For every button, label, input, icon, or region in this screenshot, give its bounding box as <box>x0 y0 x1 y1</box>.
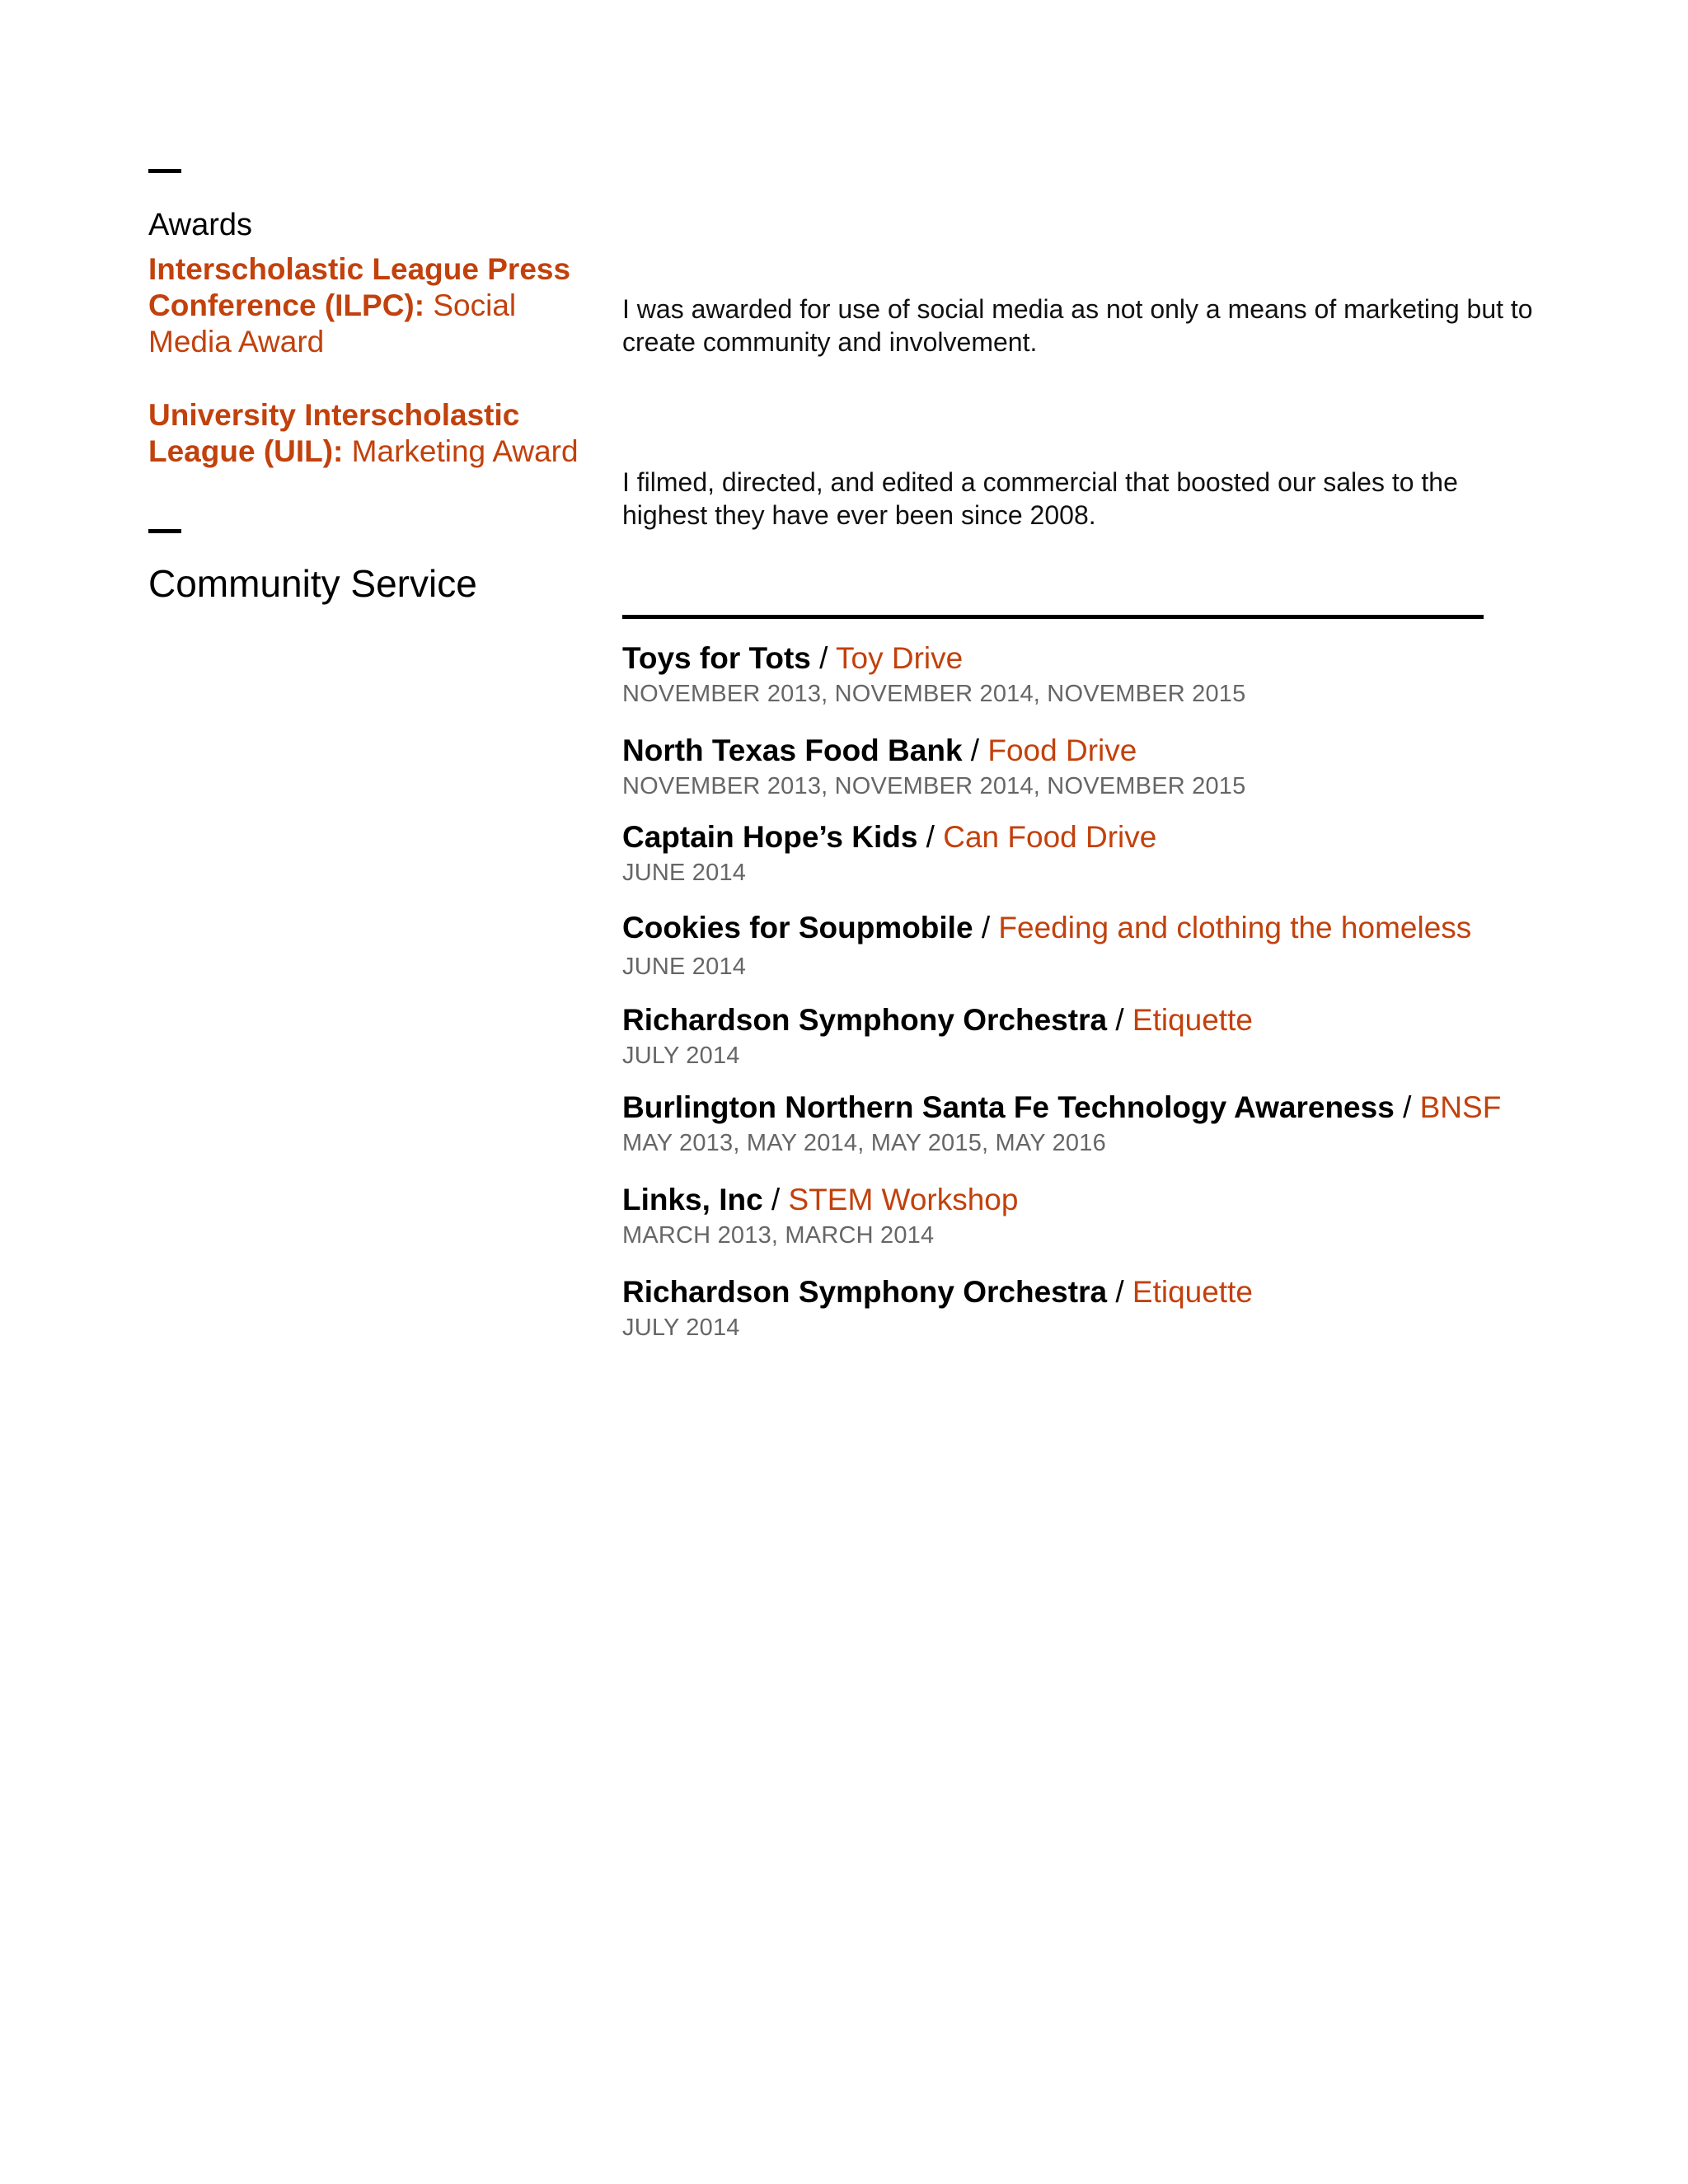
community-dates: JULY 2014 <box>622 1043 740 1069</box>
community-org: Richardson Symphony Orchestra <box>622 1275 1108 1309</box>
community-role: Toy Drive <box>836 641 964 675</box>
community-role: Etiquette <box>1132 1003 1253 1037</box>
community-role: STEM Workshop <box>788 1183 1019 1216</box>
community-role: Food Drive <box>987 733 1137 767</box>
community-org: Links, Inc <box>622 1183 763 1216</box>
community-role: Etiquette <box>1132 1275 1253 1309</box>
community-entry <box>622 732 1611 803</box>
community-dates: NOVEMBER 2013, NOVEMBER 2014, NOVEMBER 2015 <box>622 681 1246 707</box>
community-separator: / <box>962 733 988 767</box>
award-name-bold: Interscholastic League Press Conference (ILPC): <box>148 252 571 322</box>
award-name-rest: Social Media Award <box>148 288 517 359</box>
community-entry <box>622 1181 1611 1252</box>
community-separator: / <box>762 1183 789 1216</box>
community-dates: MAY 2013, MAY 2014, MAY 2015, MAY 2016 <box>622 1130 1106 1156</box>
community-entry-heading <box>622 818 1611 856</box>
community-entry <box>622 640 1611 710</box>
community-entry-heading <box>622 1089 1611 1127</box>
community-entry-heading <box>622 909 1611 947</box>
community-separator: / <box>973 911 999 944</box>
community-org: Captain Hope’s Kids <box>622 820 918 854</box>
community-org: North Texas Food Bank <box>622 733 963 767</box>
community-dates: JUNE 2014 <box>622 954 747 980</box>
community-role: Feeding and clothing the homeless <box>998 911 1472 944</box>
community-entry <box>622 1089 1611 1160</box>
community-entry-heading <box>622 1001 1611 1039</box>
award-description-ilpc: I was awarded for use of social media as not only a means of marketing but to create community and involvement. <box>622 294 1533 357</box>
community-org: Cookies for Soupmobile <box>622 911 973 944</box>
community-entry-heading <box>622 640 1611 677</box>
award-name-rest: Marketing Award <box>343 434 579 468</box>
community-separator: / <box>1403 1090 1420 1124</box>
community-role: Can Food Drive <box>943 820 1157 854</box>
award-description-uil: I filmed, directed, and edited a commercial that boosted our sales to the highest they have ever been since 2008. <box>622 467 1458 530</box>
community-dates: JUNE 2014 <box>622 860 747 886</box>
community-org: Toys for Tots <box>622 641 811 675</box>
community-org: Richardson Symphony Orchestra <box>622 1003 1108 1037</box>
awards-heading: Awards <box>148 208 253 242</box>
community-entry <box>622 909 1611 983</box>
awards-dash-divider <box>148 169 181 173</box>
community-entry-heading <box>622 1273 1611 1311</box>
award-name-bold: University Interscholastic League (UIL): <box>148 398 520 468</box>
award-name-ilpc <box>148 251 593 360</box>
community-org: Burlington Northern Santa Fe Technology Awareness <box>622 1090 1404 1124</box>
community-entry <box>622 1001 1611 1072</box>
community-separator: / <box>810 641 837 675</box>
community-entry <box>622 818 1611 889</box>
community-dash-divider <box>148 529 181 533</box>
community-dates: MARCH 2013, MARCH 2014 <box>622 1222 935 1249</box>
award-name-uil <box>148 397 593 470</box>
community-entry-heading <box>622 732 1611 770</box>
community-service-heading: Community Service <box>148 562 477 605</box>
section-rule <box>622 615 1484 619</box>
community-role: BNSF <box>1419 1090 1502 1124</box>
community-separator: / <box>1107 1275 1132 1309</box>
community-entry-heading <box>622 1181 1611 1219</box>
community-separator: / <box>1107 1003 1132 1037</box>
community-separator: / <box>917 820 944 854</box>
community-entry <box>622 1273 1611 1344</box>
community-dates: NOVEMBER 2013, NOVEMBER 2014, NOVEMBER 2015 <box>622 773 1246 799</box>
community-dates: JULY 2014 <box>622 1315 740 1341</box>
